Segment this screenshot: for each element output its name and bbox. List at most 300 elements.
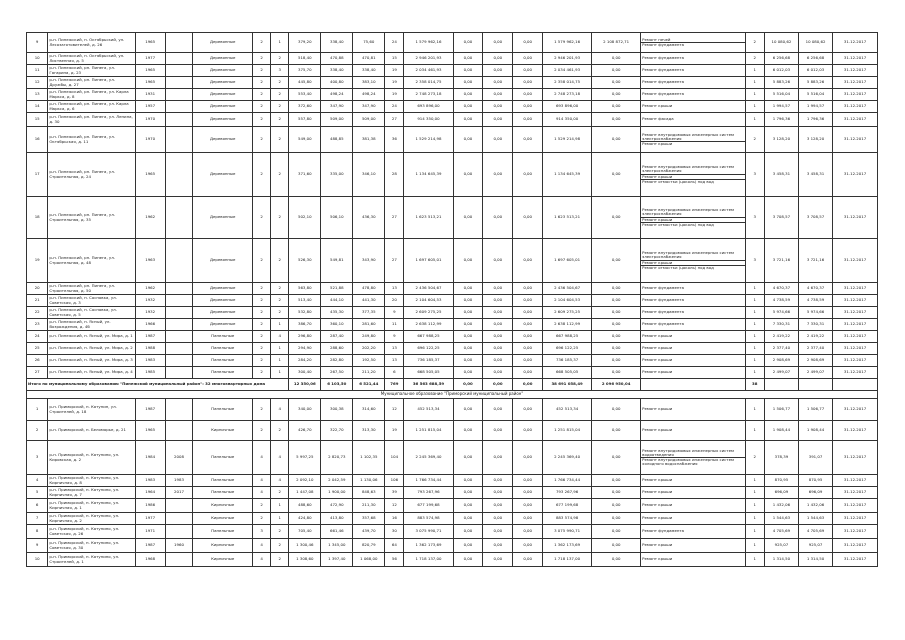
unit-cost: 6 012,03 <box>764 65 798 77</box>
year-built: 1932 <box>135 295 165 307</box>
year-built: 1983 <box>135 355 165 367</box>
residents-count: 12 <box>385 399 404 421</box>
unit-cost: 378,39 <box>764 441 798 475</box>
floors-count: 2 <box>253 65 271 77</box>
row-number: 19 <box>27 239 48 283</box>
completion-date: 31.12.2017 <box>833 295 878 307</box>
cost-total: 2 748 273,18 <box>404 89 453 101</box>
work-item: Ремонт крыши <box>642 345 673 351</box>
works-count: 3 <box>745 239 764 283</box>
cost-local: 0,00 <box>513 127 543 153</box>
cost-regional: 0,00 <box>483 475 513 487</box>
cost-regional: 0,00 <box>483 343 513 355</box>
unit-cost: 696,09 <box>764 487 798 499</box>
work-item: Ремонт внутридомовых инженерных систем электроснабжения <box>641 165 745 174</box>
residents-count: 19 <box>385 77 404 89</box>
year-built: 1962 <box>135 283 165 295</box>
residents-count: 9 <box>385 331 404 343</box>
cost-total: 736 185,37 <box>404 355 453 367</box>
completion-date: 31.12.2017 <box>833 343 878 355</box>
residential-area: 343,90 <box>353 239 385 283</box>
residential-area: 478,80 <box>353 283 385 295</box>
year-built: 1932 <box>135 307 165 319</box>
total-area: 5 997,25 <box>289 441 321 475</box>
cost-owners: 2 436 504,67 <box>543 283 592 295</box>
year-built: 1963 <box>135 239 165 283</box>
residents-count: 27 <box>385 197 404 239</box>
cost-other: 0,00 <box>592 331 641 343</box>
unit-cost-limit: 5 974,66 <box>798 307 832 319</box>
cost-total: 2 946 201,93 <box>404 53 453 65</box>
floors-count: 2 <box>253 33 271 53</box>
year-built: 1965 <box>135 153 165 197</box>
cost-owners: 3 075 990,71 <box>543 525 592 539</box>
row-number: 16 <box>27 127 48 153</box>
work-item: Ремонт печей <box>641 38 745 43</box>
cost-local: 0,00 <box>513 367 543 379</box>
residents-count: 36 <box>385 127 404 153</box>
cost-other: 0,00 <box>592 513 641 525</box>
works-count: 1 <box>745 487 764 499</box>
address-cell: р-н. Пинежский, рп. Пинега, ул. Строительная, д. 48 <box>48 239 135 283</box>
floors-count: 2 <box>253 77 271 89</box>
unit-cost-limit: 3 708,57 <box>798 197 832 239</box>
cost-other: 0,00 <box>592 399 641 421</box>
unit-cost: 2 908,69 <box>764 355 798 367</box>
table-row <box>27 307 878 319</box>
works-list <box>641 525 746 539</box>
works-count: 1 <box>745 113 764 127</box>
wall-material: Деревянные <box>193 319 253 331</box>
residents-count: 106 <box>385 475 404 487</box>
residential-area: 347,90 <box>353 101 385 113</box>
wall-material: Деревянные <box>193 77 253 89</box>
cost-total: 3 075 990,71 <box>404 525 453 539</box>
works-list <box>641 295 746 307</box>
cost-total: 2 638 112,99 <box>404 319 453 331</box>
row-number: 20 <box>27 283 48 295</box>
living-area: 282,80 <box>321 355 353 367</box>
completion-date: 31.12.2017 <box>833 487 878 499</box>
total-area: 371,60 <box>289 153 321 197</box>
completion-date: 31.12.2017 <box>833 553 878 567</box>
living-area: 287,40 <box>321 331 353 343</box>
table-row <box>27 113 878 127</box>
unit-cost: 3 708,57 <box>764 197 798 239</box>
completion-date: 31.12.2017 <box>833 283 878 295</box>
wall-material: Панельные <box>193 355 253 367</box>
work-item: Ремонт крыши <box>642 141 673 147</box>
unit-cost-limit: 2 499,07 <box>798 367 832 379</box>
work-item: Ремонт отмостки (цоколь) под вод <box>642 264 714 270</box>
work-item: Ремонт фасада <box>642 116 674 122</box>
work-item: Ремонт крыши <box>642 333 673 339</box>
cost-federal: 0,00 <box>453 553 483 567</box>
works-list <box>641 33 746 53</box>
total-area: 513,40 <box>289 295 321 307</box>
cost-total: 677 199,68 <box>404 499 453 513</box>
unit-cost: 6 256,68 <box>764 53 798 65</box>
cost-regional: 0,00 <box>483 441 513 475</box>
entrances-count: 2 <box>271 77 289 89</box>
cost-other: 0,00 <box>592 153 641 197</box>
completion-date: 31.12.2017 <box>833 355 878 367</box>
unit-cost: 1 432,06 <box>764 499 798 513</box>
cost-local: 0,00 <box>513 153 543 197</box>
residential-area: 346,10 <box>353 153 385 197</box>
cost-other: 0,00 <box>592 65 641 77</box>
residents-count: 6 <box>385 367 404 379</box>
residents-count: 104 <box>385 441 404 475</box>
cost-local: 0,00 <box>513 239 543 283</box>
completion-date: 31.12.2017 <box>833 89 878 101</box>
cost-federal: 0,00 <box>453 319 483 331</box>
table-row <box>27 553 878 567</box>
year-built: 1984 <box>135 441 165 475</box>
work-item: Ремонт крыши <box>642 369 673 375</box>
cost-total: 452 513,34 <box>404 399 453 421</box>
cost-federal: 0,00 <box>453 283 483 295</box>
cost-local: 0,00 <box>513 53 543 65</box>
cost-regional: 0,00 <box>483 525 513 539</box>
unit-cost: 10 080,62 <box>764 33 798 53</box>
completion-date: 31.12.2017 <box>833 239 878 283</box>
cost-other: 0,00 <box>592 307 641 319</box>
completion-date: 31.12.2017 <box>833 53 878 65</box>
total-area: 1 308,60 <box>289 553 321 567</box>
table-row <box>27 343 878 355</box>
living-area: 521,88 <box>321 283 353 295</box>
housing-registry-table <box>26 32 878 567</box>
unit-cost-limit: 4 738,59 <box>798 295 832 307</box>
cost-total: 2 034 461,93 <box>404 65 453 77</box>
residential-area: 381,38 <box>353 127 385 153</box>
total-area: 488,60 <box>289 499 321 513</box>
row-number: 4 <box>27 475 48 487</box>
table-row <box>27 53 878 65</box>
total-cost-2: 0,00 <box>453 379 483 391</box>
living-area: 335,00 <box>321 153 353 197</box>
address-cell: р-н. Приморский, п. Катунин, ул. Строителей, д. 18 <box>48 399 135 421</box>
entrances-count: 2 <box>271 197 289 239</box>
total-area: 549,00 <box>289 127 321 153</box>
year-renovated <box>165 197 193 239</box>
address-cell: р-н. Приморский, п. Катунино, ул. Советская, д. 30 <box>48 539 135 553</box>
work-item: Ремонт фундамента <box>642 42 685 47</box>
cost-total: 2 609 275,25 <box>404 307 453 319</box>
wall-material: Деревянные <box>193 197 253 239</box>
entrances-count: 2 <box>271 295 289 307</box>
entrances-count: 4 <box>271 399 289 421</box>
cost-owners: 914 350,00 <box>543 113 592 127</box>
completion-date: 31.12.2017 <box>833 307 878 319</box>
works-count: 1 <box>745 283 764 295</box>
total-area: 553,40 <box>289 89 321 101</box>
cost-owners: 1 697 605,01 <box>543 239 592 283</box>
works-count: 1 <box>745 367 764 379</box>
entrances-count: 2 <box>271 421 289 441</box>
cost-owners: 736 185,37 <box>543 355 592 367</box>
unit-cost-limit: 1 908,44 <box>798 421 832 441</box>
total-area-1: 12 350,06 <box>289 379 321 391</box>
year-built: 1987 <box>135 331 165 343</box>
cost-owners: 2 609 275,25 <box>543 307 592 319</box>
entrances-count: 2 <box>271 153 289 197</box>
floors-count: 2 <box>253 101 271 113</box>
unit-cost-limit: 4 705,69 <box>798 525 832 539</box>
works-list <box>641 113 746 127</box>
wall-material: Деревянные <box>193 33 253 53</box>
entrances-count: 1 <box>271 355 289 367</box>
works-list <box>641 367 746 379</box>
year-renovated <box>165 295 193 307</box>
works-count: 1 <box>745 295 764 307</box>
unit-cost: 1 544,63 <box>764 513 798 525</box>
cost-federal: 0,00 <box>453 539 483 553</box>
floors-count: 2 <box>253 307 271 319</box>
works-list <box>641 283 746 295</box>
unit-cost: 2 419,22 <box>764 331 798 343</box>
unit-cost-limit: 870,95 <box>798 475 832 487</box>
unit-cost-limit: 5 883,26 <box>798 77 832 89</box>
cost-total: 1 362 173,69 <box>404 539 453 553</box>
cost-total: 883 574,98 <box>404 513 453 525</box>
cost-total: 667 988,25 <box>404 331 453 343</box>
total-area: 284,20 <box>289 355 321 367</box>
unit-cost-limit: 2 908,69 <box>798 355 832 367</box>
living-area: 1 345,00 <box>321 539 353 553</box>
residential-area: 281,60 <box>353 319 385 331</box>
unit-cost-limit: 2 377,40 <box>798 343 832 355</box>
total-area: 296,80 <box>289 331 321 343</box>
work-item: Ремонт внутридомовых инженерных систем электроснабжения <box>641 251 745 260</box>
works-list <box>641 89 746 101</box>
table-row <box>27 197 878 239</box>
cost-total: 668 505,05 <box>404 367 453 379</box>
year-built: 1977 <box>135 53 165 65</box>
entrances-count: 2 <box>271 487 289 499</box>
cost-other: 0,00 <box>592 539 641 553</box>
address-cell: р-н. Пинежский, п. Сосновка, ул. Советская, д. 3 <box>48 295 135 307</box>
floors-count: 4 <box>253 539 271 553</box>
cost-federal: 0,00 <box>453 487 483 499</box>
unit-cost: 1 796,36 <box>764 113 798 127</box>
work-item: Ремонт крыши <box>642 103 673 109</box>
cost-other: 0,00 <box>592 553 641 567</box>
works-count: 2 <box>745 127 764 153</box>
completion-date: 31.12.2017 <box>833 127 878 153</box>
entrances-count: 1 <box>271 499 289 513</box>
floors-count: 2 <box>253 367 271 379</box>
address-cell: р-н. Пинежский, рп. Пинега, ул. Строительная, д. 24 <box>48 153 135 197</box>
living-area: 498,24 <box>321 89 353 101</box>
year-built: 1968 <box>135 553 165 567</box>
cost-owners: 2 946 201,93 <box>543 53 592 65</box>
cost-local: 0,00 <box>513 525 543 539</box>
total-area: 445,80 <box>289 77 321 89</box>
floors-count: 2 <box>253 343 271 355</box>
year-built: 1985 <box>135 367 165 379</box>
cost-regional: 0,00 <box>483 53 513 65</box>
row-number: 3 <box>27 441 48 475</box>
cost-regional: 0,00 <box>483 33 513 53</box>
address-cell: р-н. Пинежский, рп. Пинега, ул. Ленина, д. 30 <box>48 113 135 127</box>
year-renovated <box>165 77 193 89</box>
completion-date: 31.12.2017 <box>833 197 878 239</box>
address-cell: р-н. Пинежский, п. Ясный, ул. Возрождения, д. 4б <box>48 319 135 331</box>
completion-date: 31.12.2017 <box>833 441 878 475</box>
address-cell: р-н. Пинежский, рп. Пинега, ул. Карла Маркса, д. 6 <box>48 101 135 113</box>
residential-area: 357,68 <box>353 513 385 525</box>
year-built: 1957 <box>135 101 165 113</box>
year-built: 1970 <box>135 113 165 127</box>
cost-local: 0,00 <box>513 319 543 331</box>
total-area: 1 300,46 <box>289 539 321 553</box>
floors-count: 2 <box>253 499 271 513</box>
address-cell: р-н. Пинежский, п. Ясный, ул. Мира, д. 1 <box>48 331 135 343</box>
row-number: 5 <box>27 487 48 499</box>
work-item: Ремонт фундамента <box>642 309 685 315</box>
unit-cost-limit: 6 256,68 <box>798 53 832 65</box>
floors-count: 2 <box>253 53 271 65</box>
cost-total: 2 104 604,53 <box>404 295 453 307</box>
cost-federal: 0,00 <box>453 307 483 319</box>
year-renovated <box>165 525 193 539</box>
cost-regional: 0,00 <box>483 89 513 101</box>
unit-cost-limit: 2 419,22 <box>798 331 832 343</box>
year-renovated <box>165 53 193 65</box>
cost-total: 914 350,00 <box>404 113 453 127</box>
table-row <box>27 239 878 283</box>
unit-cost: 925,07 <box>764 539 798 553</box>
residential-area: 211,20 <box>353 367 385 379</box>
total-area: 502,10 <box>289 197 321 239</box>
residential-area: 313,30 <box>353 421 385 441</box>
cost-federal: 0,00 <box>453 513 483 525</box>
entrances-count: 1 <box>271 319 289 331</box>
floors-count: 4 <box>253 475 271 487</box>
cost-federal: 0,00 <box>453 197 483 239</box>
cost-federal: 0,00 <box>453 499 483 513</box>
cost-owners: 1 579 962,16 <box>543 33 592 53</box>
cost-local: 0,00 <box>513 283 543 295</box>
cost-local: 0,00 <box>513 307 543 319</box>
total-area: 300,40 <box>289 367 321 379</box>
table-row <box>27 77 878 89</box>
unit-cost: 3 721,16 <box>764 239 798 283</box>
unit-cost-limit: 3 721,16 <box>798 239 832 283</box>
year-renovated <box>165 421 193 441</box>
wall-material: Деревянные <box>193 65 253 77</box>
living-area: 338,40 <box>321 65 353 77</box>
year-renovated: 2017 <box>165 487 193 499</box>
year-built: 1970 <box>135 127 165 153</box>
works-list <box>641 153 746 197</box>
cost-regional: 0,00 <box>483 239 513 283</box>
year-renovated <box>165 331 193 343</box>
entrances-count: 2 <box>271 539 289 553</box>
cost-federal: 0,00 <box>453 127 483 153</box>
residential-area: 441,30 <box>353 295 385 307</box>
residential-area: 1 102,35 <box>353 441 385 475</box>
residents-count: 27 <box>385 239 404 283</box>
works-list <box>641 499 746 513</box>
unit-cost-limit: 1 314,50 <box>798 553 832 567</box>
residential-area: 498,24 <box>353 89 385 101</box>
residential-area: 314,60 <box>353 399 385 421</box>
total-area: 426,70 <box>289 421 321 441</box>
floors-count: 2 <box>253 113 271 127</box>
works-count: 1 <box>745 89 764 101</box>
row-number: 22 <box>27 307 48 319</box>
cost-other: 0,00 <box>592 89 641 101</box>
completion-date: 31.12.2017 <box>833 33 878 53</box>
unit-cost-limit: 1 994,57 <box>798 101 832 113</box>
residents-count: 28 <box>385 153 404 197</box>
works-count: 2 <box>745 53 764 65</box>
cost-federal: 0,00 <box>453 53 483 65</box>
unit-cost-limit: 1 544,63 <box>798 513 832 525</box>
unit-cost: 5 974,66 <box>764 307 798 319</box>
wall-material: Кирпичные <box>193 539 253 553</box>
cost-other: 0,00 <box>592 113 641 127</box>
wall-material: Кирпичные <box>193 513 253 525</box>
wall-material: Панельные <box>193 367 253 379</box>
residential-area: 377,35 <box>353 307 385 319</box>
table-row <box>27 499 878 513</box>
total-area: 526,30 <box>289 239 321 283</box>
year-built: 1962 <box>135 197 165 239</box>
residential-area: 202,20 <box>353 343 385 355</box>
wall-material: Кирпичные <box>193 421 253 441</box>
cost-other: 0,00 <box>592 319 641 331</box>
residents-count: 39 <box>385 487 404 499</box>
floors-count: 2 <box>253 319 271 331</box>
row-number: 1 <box>27 399 48 421</box>
cost-other: 0,00 <box>592 421 641 441</box>
table-row <box>27 283 878 295</box>
works-list <box>641 197 746 239</box>
residential-area: 820,79 <box>353 539 385 553</box>
total-row <box>27 379 878 391</box>
works-list <box>641 553 746 567</box>
cost-other: 0,00 <box>592 475 641 487</box>
year-built: 1977 <box>135 513 165 525</box>
cost-total: 1 529 214,98 <box>404 127 453 153</box>
work-item: Ремонт отмостки (цоколь) под вод <box>642 221 714 227</box>
cost-owners: 1 134 645,39 <box>543 153 592 197</box>
year-renovated <box>165 283 193 295</box>
unit-cost: 5 883,26 <box>764 77 798 89</box>
works-count: 2 <box>745 441 764 475</box>
floors-count: 2 <box>253 127 271 153</box>
row-number: 12 <box>27 77 48 89</box>
residents-count: 13 <box>385 343 404 355</box>
total-area: 557,80 <box>289 113 321 127</box>
year-renovated <box>165 553 193 567</box>
unit-cost: 3 458,31 <box>764 153 798 197</box>
floors-count: 4 <box>253 441 271 475</box>
residents-count: 9 <box>385 307 404 319</box>
cost-local: 0,00 <box>513 101 543 113</box>
entrances-count: 2 <box>271 113 289 127</box>
cost-local: 0,00 <box>513 197 543 239</box>
works-count: 1 <box>745 65 764 77</box>
work-item: Ремонт крыши <box>642 542 673 548</box>
cost-owners: 2 245 369,40 <box>543 441 592 475</box>
residential-area: 338,40 <box>353 65 385 77</box>
year-renovated <box>165 399 193 421</box>
